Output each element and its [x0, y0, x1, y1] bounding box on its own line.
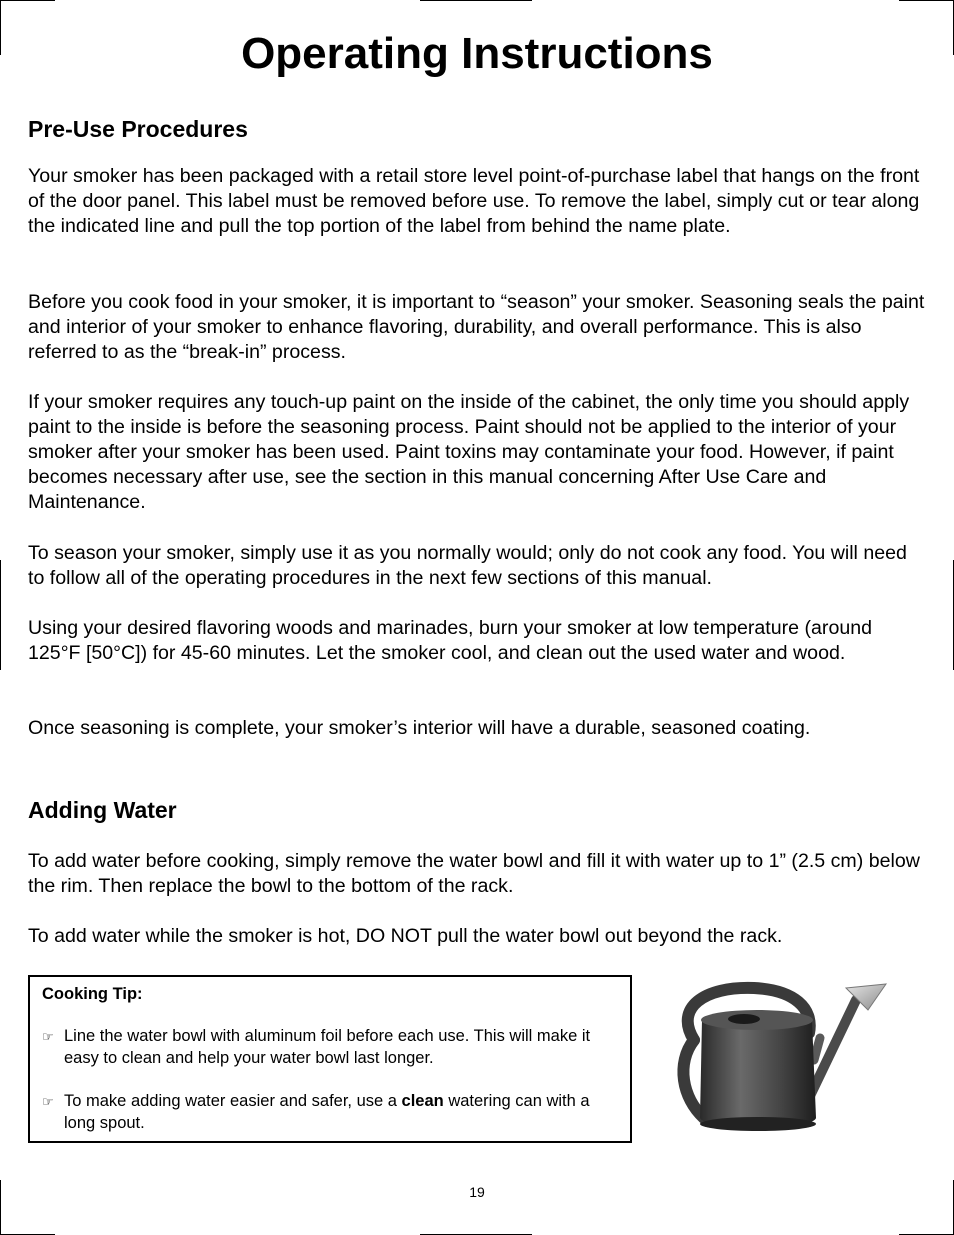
- crop-mark: [899, 0, 954, 1]
- tip-item: [42, 1090, 612, 1134]
- paragraph: To add water before cooking, simply remove the water bowl and fill it with water up to 1” (2.5 cm) below the rim. Then replace the bowl to the bottom of the rack.: [28, 850, 920, 897]
- tip-text: Line the water bowl with aluminum foil before each use. This will make it easy to clean and help your water bowl last longer.: [64, 1027, 591, 1067]
- crop-mark: [0, 560, 1, 670]
- paragraph: Your smoker has been packaged with a retail store level point-of-purchase label that hangs on the front of the door panel. This label must be removed before use. To remove the label, simply cut or tear along the indicated line and pull the top portion of the label from behind the name plate.: [28, 165, 920, 237]
- tip-text-after: watering can with a long spout.: [64, 1092, 590, 1132]
- page-title: Operating Instructions: [241, 29, 713, 78]
- paragraph: If your smoker requires any touch-up paint on the inside of the cabinet, the only time you should apply paint to the inside is before the seasoning process. Paint should not be applied to the interior of your smoker after your smoker has been used. Paint toxins may contaminate your food. However, if paint becomes necessary after use, see the section in this manual concerning After Use Care and Maintenance.: [28, 391, 910, 513]
- section-heading-pre-use: Pre-Use Procedures: [28, 116, 248, 142]
- crop-mark: [0, 0, 55, 1]
- paragraph: To season your smoker, simply use it as you normally would; only do not cook any food. You will need to follow all of the operating procedures in the next few sections of this manual.: [28, 542, 907, 589]
- cooking-tip-title: Cooking Tip:: [42, 985, 143, 1003]
- tip-text-emphasis: clean: [401, 1092, 444, 1110]
- watering-can-icon: [664, 978, 894, 1138]
- tip-text: [64, 1090, 612, 1134]
- paragraph: Before you cook food in your smoker, it is important to “season” your smoker. Seasoning seals the paint and interior of your smoker to enhance flavoring, durability, and overall performance. This is also referred to as the “break-in” process.: [28, 291, 925, 363]
- tip-item: [42, 1025, 612, 1069]
- page-number: 19: [469, 1184, 485, 1200]
- section-heading-adding-water: Adding Water: [28, 797, 177, 823]
- paragraph: Using your desired flavoring woods and marinades, burn your smoker at low temperature (around 125°F [50°C]) for 45-60 minutes. Let the smoker cool, and clean out the used water and wood.: [28, 617, 873, 664]
- paragraph: Once seasoning is complete, your smoker’s interior will have a durable, seasoned coating.: [28, 717, 811, 739]
- pointing-hand-icon: ☞: [42, 1095, 54, 1110]
- paragraph: To add water while the smoker is hot, DO NOT pull the water bowl out beyond the rack.: [28, 925, 783, 947]
- pointing-hand-icon: ☞: [42, 1030, 54, 1045]
- tip-text-before: To make adding water easier and safer, use a: [64, 1092, 402, 1110]
- cooking-tip-box: [28, 975, 632, 1143]
- crop-mark: [420, 0, 532, 1]
